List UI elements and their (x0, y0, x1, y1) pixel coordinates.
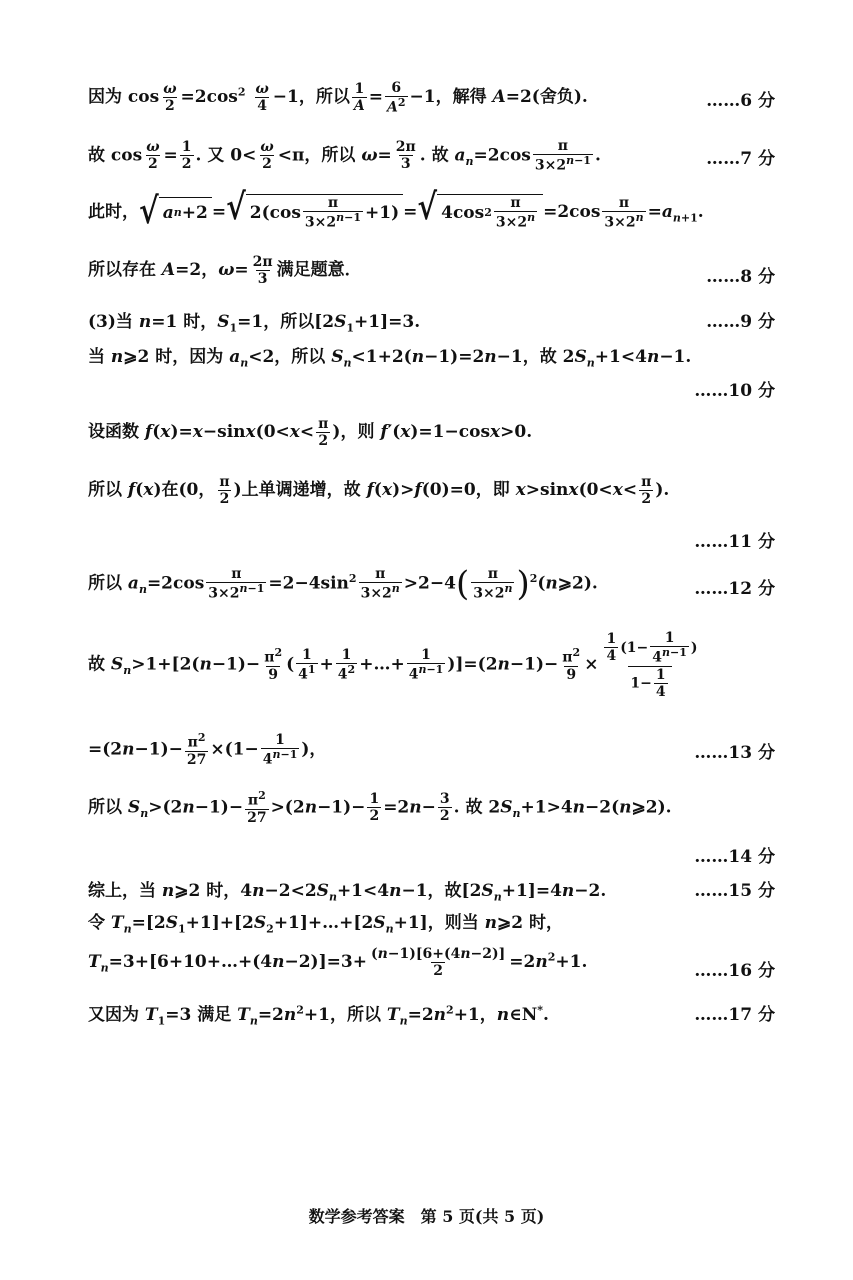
score-line-13: ……13 分 (694, 743, 775, 763)
line-16: 综上，当 n⩾2 时，$4n-2<2S_n+1<4n-1$，故$[2S_n+1]=4n-2$. (88, 881, 607, 904)
score-line-2: ……7 分 (706, 149, 775, 169)
line-8: 设函数 f(x)=x−sinx(0<x< $\frac{\pi}{2}$ )，则 f′(x)=1−cosx>0. (88, 416, 533, 450)
score-line-4: ……8 分 (706, 267, 775, 287)
line-18: $T_n=3+[6+10+\dots+(4n-2)]=3+$ $\frac{(n-1)[6+(4n-2)]}{2}$ $=2n^2+1$. (88, 946, 588, 980)
line-17: 令 $T_n=[2S_1+1]+[2S_2+1]+\dots+[2S_n+1]$，则当 n⩾2 时， (88, 913, 563, 936)
line-3: 此时， √ a n +2 = √ 2(cos $\frac{\pi}{3\times 2^{n-1}}$ +1) = √ 4cos 2 $\frac{\pi}{3\times 2^n}$ =2cos $\frac{\pi}{3\times 2^n}$ $=a_{n+1}$. (88, 186, 704, 233)
score-line-1: ……6 分 (706, 91, 775, 111)
line-6: 当 n⩾2 时，因为 $a_n<2$，所以 $S_n<1+2(n-1)=2n-1$，故 $2S_n+1<4n-1$. (88, 347, 692, 370)
line-4: 所以存在 A=2，ω= $\frac{2\pi}{3}$ 满足题意． (88, 254, 362, 288)
line-1 (88, 80, 775, 116)
line-2: 故 cos $\frac{\omega}{2}$ = $\frac{1}{2}$ . 又 0< $\frac{\omega}{2}$ <π，所以 ω= $\frac{2\pi}{3}$ . 故 $a_n=2\cos$ $\frac{\pi}{3\times 2^{n-1}}$ . (88, 138, 601, 174)
page-footer: 数学参考答案 第 5 页(共 5 页) (308, 1207, 545, 1226)
line-9: 所以 f(x)在(0， $\frac{\pi}{2}$ )上单调递增，故 f(x)>f(0)=0，即 x>sinx(0<x< $\frac{\pi}{2}$ ). (88, 474, 670, 508)
line-11: 所以 $a_n=2\cos$ $\frac{\pi}{3\times 2^{n-1}}$ $=2-4\sin^2$ $\frac{\pi}{3\times 2^n}$ >2−4( $\frac{\pi}{3\times 2^n}$ )$^2$(n⩾2). (88, 564, 598, 604)
line-19: 又因为 $T_1=3$ 满足 $T_n=2n^2+1$，所以 $T_n=2n^2+1$，n∈N*. (88, 1003, 549, 1028)
score-line-7: ……10 分 (694, 381, 775, 401)
score-line-18: ……16 分 (694, 961, 775, 981)
line-14: 所以 $S_n>(2n-1)-$ $\frac{\pi^2}{27}$ >(2n−1)− $\frac{1}{2}$ =2n− $\frac{3}{2}$ . 故 $2S_n+1>4n-2(n⩾2)$. (88, 789, 672, 826)
score-line-11: ……12 分 (694, 579, 775, 599)
line-1-visual: 因为 cos $\frac{\omega}{2}$ $=2\cos^2$ $\frac{\omega}{4}$ −1，所以 $\frac{1}{A}$ = $\frac{6}{A^2}$ −1，解得 A=2(舍负). (88, 80, 588, 116)
score-line-15: ……14 分 (694, 847, 775, 867)
score-line-19: ……17 分 (694, 1005, 775, 1025)
score-line-10: ……11 分 (694, 532, 775, 552)
score-line-5: ……9 分 (706, 312, 775, 332)
score-line-16: ……15 分 (694, 881, 775, 901)
line-5: (3)当 n=1 时，$S_1=1$，所以$[2S_1+1]=3$. (88, 312, 421, 335)
line-13: =(2n−1)− $\frac{\pi^2}{27}$ ×(1− $\frac{1}{4^{n-1}}$ )， (88, 731, 327, 768)
line-12: 故 $S_n>1+[2(n-1)-$ $\frac{\pi^2}{9}$ ( $\frac{1}{4^1}$ + $\frac{1}{4^2}$ +…+ $\frac{1}{4^{n-1}}$ )]=(2n−1)− $\frac{\pi^2}{9}$ × $\frac{1}{4}$ (1− $\frac{1}{4^{n-1}}$ ) 1− $\frac{1}{4}$ (88, 630, 698, 700)
